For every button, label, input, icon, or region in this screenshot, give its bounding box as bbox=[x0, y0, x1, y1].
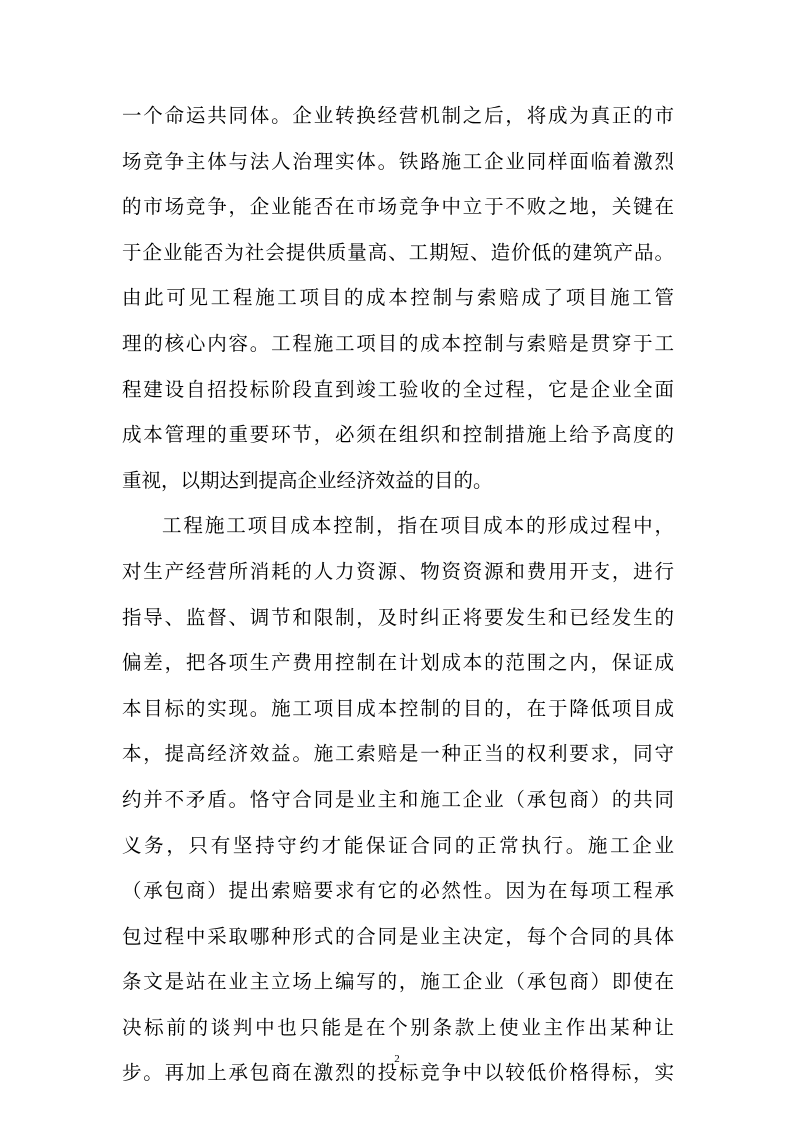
page-number: 2 bbox=[394, 1053, 400, 1065]
text-line: 决标前的谈判中也只能是在个别条款上使业主作出某种让 bbox=[122, 1015, 674, 1039]
text-line: 成本管理的重要环节，必须在组织和控制措施上给予高度的 bbox=[122, 423, 674, 447]
text-line: 偏差，把各项生产费用控制在计划成本的范围之内，保证成 bbox=[122, 651, 674, 675]
text-line: 包过程中采取哪种形式的合同是业主决定，每个合同的具体 bbox=[122, 924, 674, 948]
text-line: 的市场竞争，企业能否在市场竞争中立于不败之地，关键在 bbox=[122, 195, 674, 219]
text-line: 义务，只有坚持守约才能保证合同的正常执行。施工企业 bbox=[122, 833, 674, 857]
text-line: 重视，以期达到提高企业经济效益的目的。 bbox=[122, 468, 493, 492]
text-line: 于企业能否为社会提供质量高、工期短、造价低的建筑产品。 bbox=[122, 240, 674, 264]
text-line: 条文是站在业主立场上编写的，施工企业（承包商）即使在 bbox=[122, 970, 674, 994]
text-line: 本目标的实现。施工项目成本控制的目的，在于降低项目成 bbox=[122, 696, 674, 720]
text-line: 约并不矛盾。恪守合同是业主和施工企业（承包商）的共同 bbox=[122, 787, 674, 811]
text-line: 工程施工项目成本控制，指在项目成本的形成过程中， bbox=[162, 514, 674, 538]
body-text bbox=[122, 93, 674, 1096]
text-line: 指导、监督、调节和限制，及时纠正将要发生和已经发生的 bbox=[122, 605, 674, 629]
paragraph-1 bbox=[122, 93, 674, 503]
text-line: 理的核心内容。工程施工项目的成本控制与索赔是贯穿于工 bbox=[122, 331, 674, 355]
text-line: 对生产经营所消耗的人力资源、物资资源和费用开支，进行 bbox=[122, 559, 674, 583]
text-line: 由此可见工程施工项目的成本控制与索赔成了项目施工管 bbox=[122, 286, 674, 310]
text-line: 程建设自招投标阶段直到竣工验收的全过程，它是企业全面 bbox=[122, 377, 674, 401]
text-line: 场竞争主体与法人治理实体。铁路施工企业同样面临着激烈 bbox=[122, 149, 674, 173]
paragraph-2 bbox=[122, 503, 674, 1096]
text-line: 步。再加上承包商在激烈的投标竞争中以较低价格得标，实 bbox=[122, 1061, 674, 1085]
text-line: 一个命运共同体。企业转换经营机制之后，将成为真正的市 bbox=[122, 104, 674, 127]
text-line: 本，提高经济效益。施工索赔是一种正当的权利要求，同守 bbox=[122, 742, 674, 766]
text-line: （承包商）提出索赔要求有它的必然性。因为在每项工程承 bbox=[122, 879, 674, 903]
